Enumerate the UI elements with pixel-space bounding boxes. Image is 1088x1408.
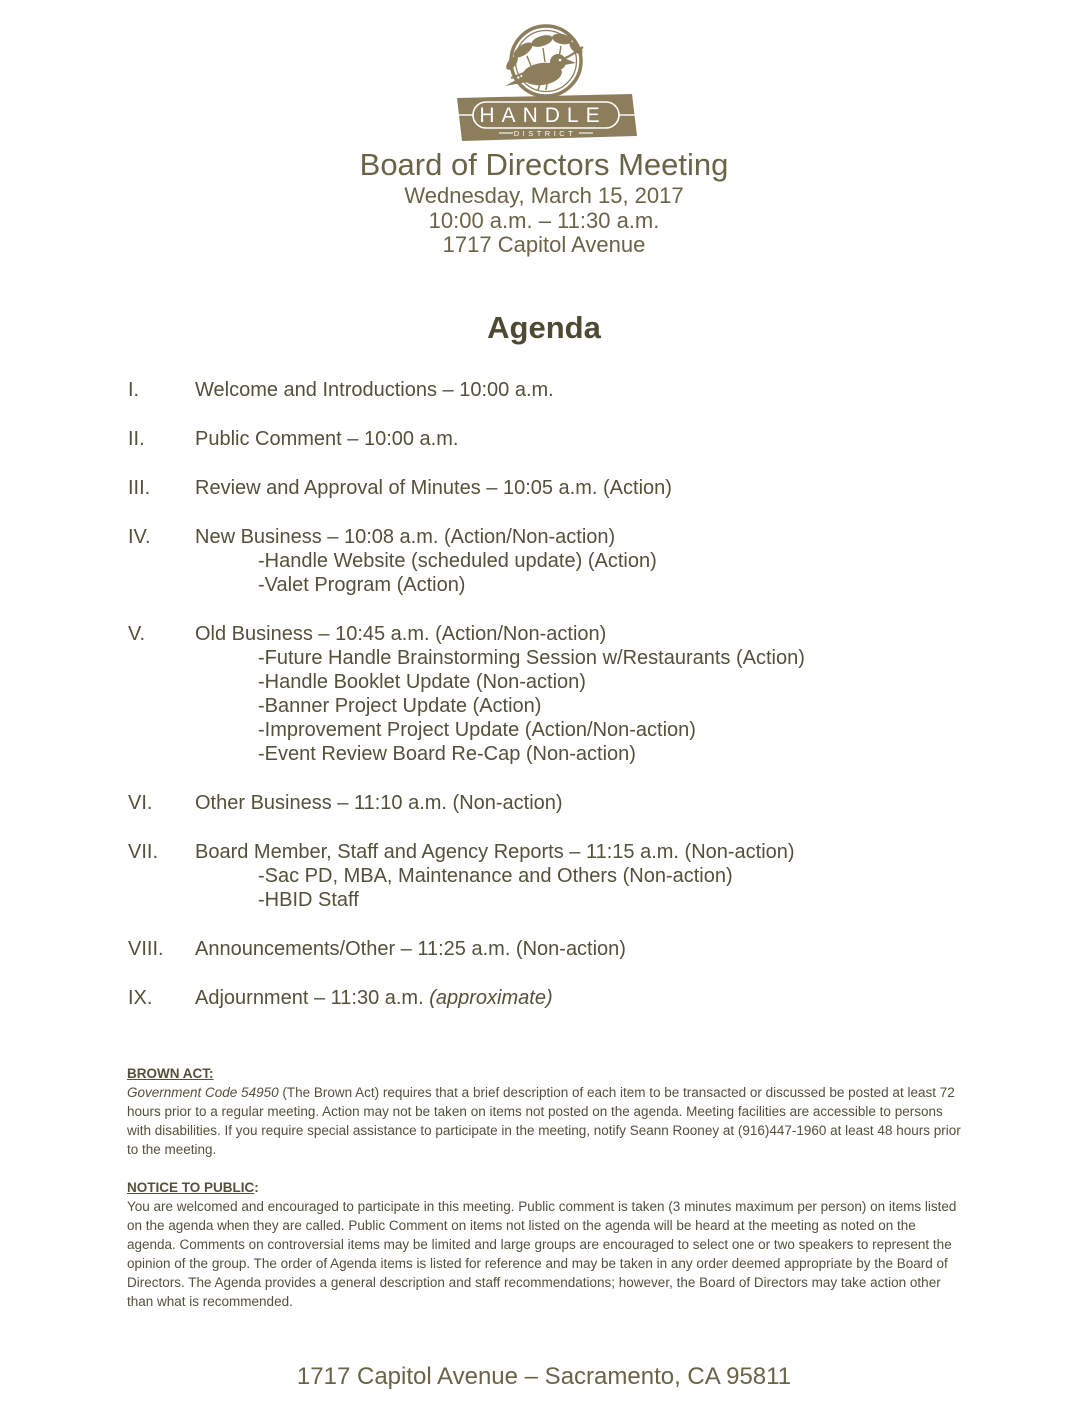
agenda-item-text: Review and Approval of Minutes – 10:05 a.m. (Action) bbox=[195, 476, 672, 499]
agenda-item-5 bbox=[0, 622, 1088, 766]
agenda-item-1 bbox=[0, 378, 1088, 402]
agenda-subitem: -Sac PD, MBA, Maintenance and Others (Non-action) bbox=[258, 864, 733, 887]
agenda-subitem: -Handle Website (scheduled update) (Action) bbox=[258, 549, 657, 572]
agenda-item-numeral: IV. bbox=[128, 525, 151, 548]
agenda-subitem: -HBID Staff bbox=[258, 888, 359, 911]
agenda-item-text: Board Member, Staff and Agency Reports – 11:15 a.m. (Non-action) bbox=[195, 840, 795, 863]
brown-act-heading: BROWN ACT: bbox=[127, 1065, 214, 1081]
agenda-subitem: -Improvement Project Update (Action/Non-action) bbox=[258, 718, 696, 741]
agenda-subitem: -Future Handle Brainstorming Session w/Restaurants (Action) bbox=[258, 646, 805, 669]
agenda-subitem: -Valet Program (Action) bbox=[258, 573, 466, 596]
notice-body: You are welcomed and encouraged to participate in this meeting. Public comment is taken (3 minutes maximum per person) on items listed on the agenda when they are called. Public Comment on items not listed on the agenda will be heard at the meeting as noted on the agenda. Comments on controversial items may be limited and large groups are encouraged to select one or two speakers to represent the opinion of the group. The order of Agenda items is listed for reference and may be taken in any order deemed appropriate by the Board of Directors. The Agenda provides a general description and staff recommendations; however, the Board of Directors may take action other than what is recommended. bbox=[127, 1198, 957, 1309]
footer-address: 1717 Capitol Avenue – Sacramento, CA 95811 bbox=[296, 1362, 792, 1390]
agenda-item-text-italic: (approximate) bbox=[429, 986, 553, 1009]
logo-graphic bbox=[449, 22, 639, 144]
logo-wordmark: HANDLE bbox=[479, 104, 607, 127]
agenda-item-text: Adjournment – 11:30 a.m. bbox=[195, 986, 430, 1009]
agenda-item-text: Announcements/Other – 11:25 a.m. (Non-action) bbox=[195, 937, 626, 960]
agenda-item-text: Public Comment – 10:00 a.m. bbox=[195, 427, 459, 450]
agenda-item-numeral: VII. bbox=[128, 840, 159, 863]
agenda-item-9 bbox=[0, 986, 1088, 1010]
agenda-item-numeral: VI. bbox=[128, 791, 153, 814]
agenda-item-8 bbox=[0, 937, 1088, 961]
agenda-item-2 bbox=[0, 427, 1088, 451]
bird-branch-icon bbox=[504, 26, 585, 96]
meeting-date: Wednesday, March 15, 2017 bbox=[404, 183, 684, 208]
logo-tagline: DISTRICT bbox=[513, 129, 577, 138]
agenda-subitem: -Handle Booklet Update (Non-action) bbox=[258, 670, 586, 693]
agenda-item-numeral: III. bbox=[128, 476, 151, 499]
brown-act-body: Government Code 54950 (The Brown Act) requires that a brief description of each item to be transacted or discussed be posted at least 72 hours prior to a regular meeting. Action may not be taken on items not posted on the agenda. Meeting facilities are accessible to persons with disabilities. If you require special assistance to participate in the meeting, notify Seann Rooney at (916)447-1960 at least 48 hours prior to the meeting. bbox=[127, 1084, 961, 1157]
agenda-item-numeral: VIII. bbox=[128, 937, 164, 960]
agenda-item-7 bbox=[0, 840, 1088, 912]
meeting-time: 10:00 a.m. – 11:30 a.m. bbox=[428, 207, 660, 233]
notice-to-public-section bbox=[127, 1178, 963, 1311]
agenda-item-numeral: IX. bbox=[128, 986, 153, 1009]
agenda-item-text: Welcome and Introductions – 10:00 a.m. bbox=[195, 378, 554, 401]
agenda-item-4 bbox=[0, 525, 1088, 597]
brown-act-code-citation: Government Code 54950 bbox=[127, 1084, 279, 1100]
agenda-item-text: New Business – 10:08 a.m. (Action/Non-action) bbox=[195, 525, 616, 548]
logo-banner bbox=[457, 94, 637, 141]
meeting-address: 1717 Capitol Avenue bbox=[442, 232, 646, 257]
notice-heading: NOTICE TO PUBLIC: bbox=[127, 1179, 259, 1195]
agenda-item-3 bbox=[0, 476, 1088, 500]
agenda-item-text: Old Business – 10:45 a.m. (Action/Non-action) bbox=[195, 622, 607, 645]
agenda-item-6 bbox=[0, 791, 1088, 815]
brown-act-section bbox=[127, 1064, 963, 1159]
agenda-heading: Agenda bbox=[487, 309, 601, 345]
agenda-list bbox=[0, 378, 1088, 1010]
agenda-subitem: -Event Review Board Re-Cap (Non-action) bbox=[258, 742, 636, 765]
agenda-item-numeral: I. bbox=[128, 378, 140, 401]
agenda-subitem: -Banner Project Update (Action) bbox=[258, 694, 542, 717]
agenda-item-numeral: V. bbox=[128, 622, 146, 645]
page-title: Board of Directors Meeting bbox=[359, 147, 729, 182]
handle-district-logo bbox=[0, 0, 1088, 144]
agenda-item-text: Other Business – 11:10 a.m. (Non-action) bbox=[195, 791, 563, 814]
agenda-item-numeral: II. bbox=[128, 427, 145, 450]
